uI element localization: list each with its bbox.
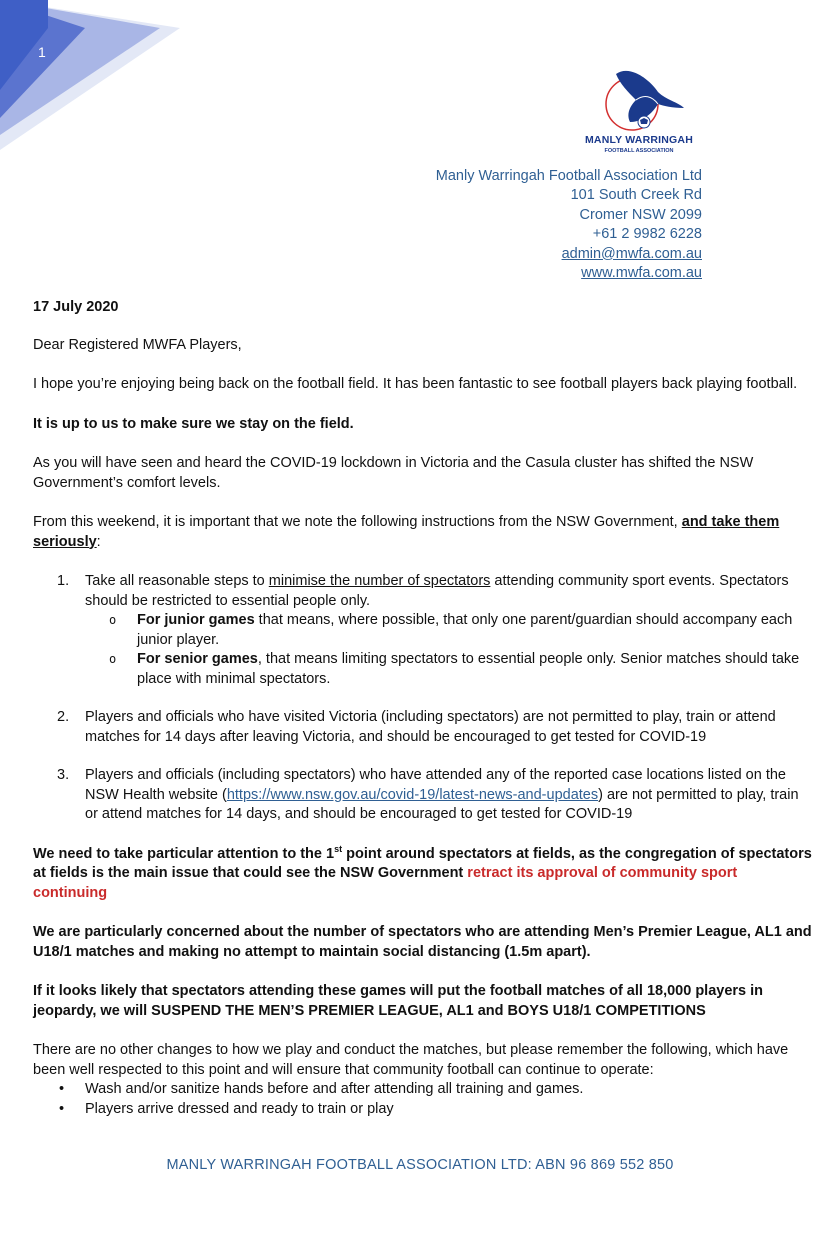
salutation: Dear Registered MWFA Players, xyxy=(33,336,242,353)
concern-paragraph: We are particularly concerned about the number of spectators who are attending Men’s Premier League, AL1 and U18/1 matches and making no attempt to maintain social distancing (1.5m apart). xyxy=(33,924,812,960)
spectators-paragraph xyxy=(33,845,813,904)
spectators-text: point around spectators at fields, as the congregation of spectators at fields is the main issue that could see the NSW Government xyxy=(33,845,812,881)
covid-paragraph: As you will have seen and heard the COVID-19 lockdown in Victoria and the Casula cluster has shifted the NSW Government’s comfort levels. xyxy=(33,455,754,491)
instructions-colon: : xyxy=(96,533,101,550)
address-email-link[interactable]: admin@mwfa.com.au xyxy=(561,245,702,262)
address-website-link[interactable]: www.mwfa.com.au xyxy=(581,265,702,282)
item-text: ) are not permitted to play, train or attend matches for 14 days, and should be encouraged to get tested for COVID-19 xyxy=(85,786,799,822)
logo-title: MANLY WARRINGAH xyxy=(584,134,693,146)
item-underlined-text: minimise the number of spectators xyxy=(268,573,491,589)
logo-subtitle: FOOTBALL ASSOCIATION xyxy=(604,148,674,154)
list-item xyxy=(33,1080,813,1100)
sub-bullet-mark: o xyxy=(109,613,117,627)
sub-item-bold: For senior games xyxy=(137,651,258,667)
spectators-text: We need to take particular attention to the 1 xyxy=(33,845,335,862)
sub-list xyxy=(85,611,813,689)
list-number: 3. xyxy=(57,767,70,783)
retract-warning: retract its approval of community sport continuing xyxy=(33,865,738,901)
list-number: 2. xyxy=(57,709,70,725)
intro-paragraph: I hope you’re enjoying being back on the football field. It has been fantastic to see football players back playing football. xyxy=(33,376,798,392)
bullet-mark: • xyxy=(59,1081,65,1097)
corner-decoration xyxy=(0,0,180,150)
sub-item-bold: For junior games xyxy=(137,612,255,628)
address-suburb: Cromer NSW 2099 xyxy=(579,206,702,223)
bullet-mark: • xyxy=(59,1100,65,1117)
address-org: Manly Warringah Football Association Ltd xyxy=(435,168,702,184)
sub-list-item xyxy=(85,611,813,650)
ordinal-suffix: st xyxy=(334,843,343,854)
sub-bullet-mark: o xyxy=(109,652,117,666)
item-text: attending community sport events. Spectators should be restricted to essential people only. xyxy=(85,573,789,609)
item-text: Players and officials (including spectators) who have attended any of the reported case locations listed on the NSW Health website ( xyxy=(85,767,786,803)
sub-list-item xyxy=(85,650,813,689)
eagle-logo-icon xyxy=(580,62,698,134)
sub-item-text: , that means limiting spectators to essential people only. Senior matches should take place with minimal spectators. xyxy=(137,651,800,687)
suspension-paragraph: If it looks likely that spectators attending these games will put the football matches of all 18,000 players in jeopardy, we will SUSPEND THE MEN’S PREMIER LEAGUE, AL1 and BOYS U18/1 COMPETITIONS xyxy=(33,983,764,1019)
reminder-list xyxy=(33,1080,813,1119)
letter-date: 17 July 2020 xyxy=(33,299,119,315)
bullet-text: Players arrive dressed and ready to train or play xyxy=(85,1100,394,1117)
item-text: Players and officials who have visited Victoria (including spectators) are not permitted to play, train or attend matches for 14 days after leaving Victoria, and should be encouraged to get tested for COVID-19 xyxy=(85,709,776,745)
instructions-text: From this weekend, it is important that we note the following instructions from the NSW Government, xyxy=(33,514,682,530)
mwfa-logo xyxy=(580,62,698,162)
page-number: 1 xyxy=(38,44,46,60)
stay-on-field-paragraph: It is up to us to make sure we stay on the field. xyxy=(33,415,354,432)
address-phone: +61 2 9982 6228 xyxy=(592,226,702,243)
page-footer: MANLY WARRINGAH FOOTBALL ASSOCIATION LTD: ABN 96 869 552 850 xyxy=(166,1157,674,1173)
letter-body xyxy=(33,298,813,1119)
list-item xyxy=(33,572,813,689)
reminder-paragraph: There are no other changes to how we play and conduct the matches, but please remember the following, which have been well respected to this point and will ensure that community football can continue to operate: xyxy=(33,1042,789,1078)
address-block xyxy=(436,167,702,283)
instructions-list xyxy=(33,572,813,825)
list-number: 1. xyxy=(57,573,70,589)
nsw-health-link[interactable]: https://www.nsw.gov.au/covid-19/latest-news-and-updates xyxy=(226,786,599,803)
sub-item-text: that means, where possible, that only one parent/guardian should accompany each junior player. xyxy=(137,612,793,648)
bullet-text: Wash and/or sanitize hands before and after attending all training and games. xyxy=(85,1081,584,1097)
list-item xyxy=(33,708,813,747)
list-item xyxy=(33,766,813,825)
list-item xyxy=(33,1100,813,1120)
instructions-emphasis: and take them seriously xyxy=(33,514,780,550)
item-text: Take all reasonable steps to xyxy=(85,573,269,589)
address-street: 101 South Creek Rd xyxy=(570,187,702,204)
instructions-paragraph xyxy=(33,513,813,552)
